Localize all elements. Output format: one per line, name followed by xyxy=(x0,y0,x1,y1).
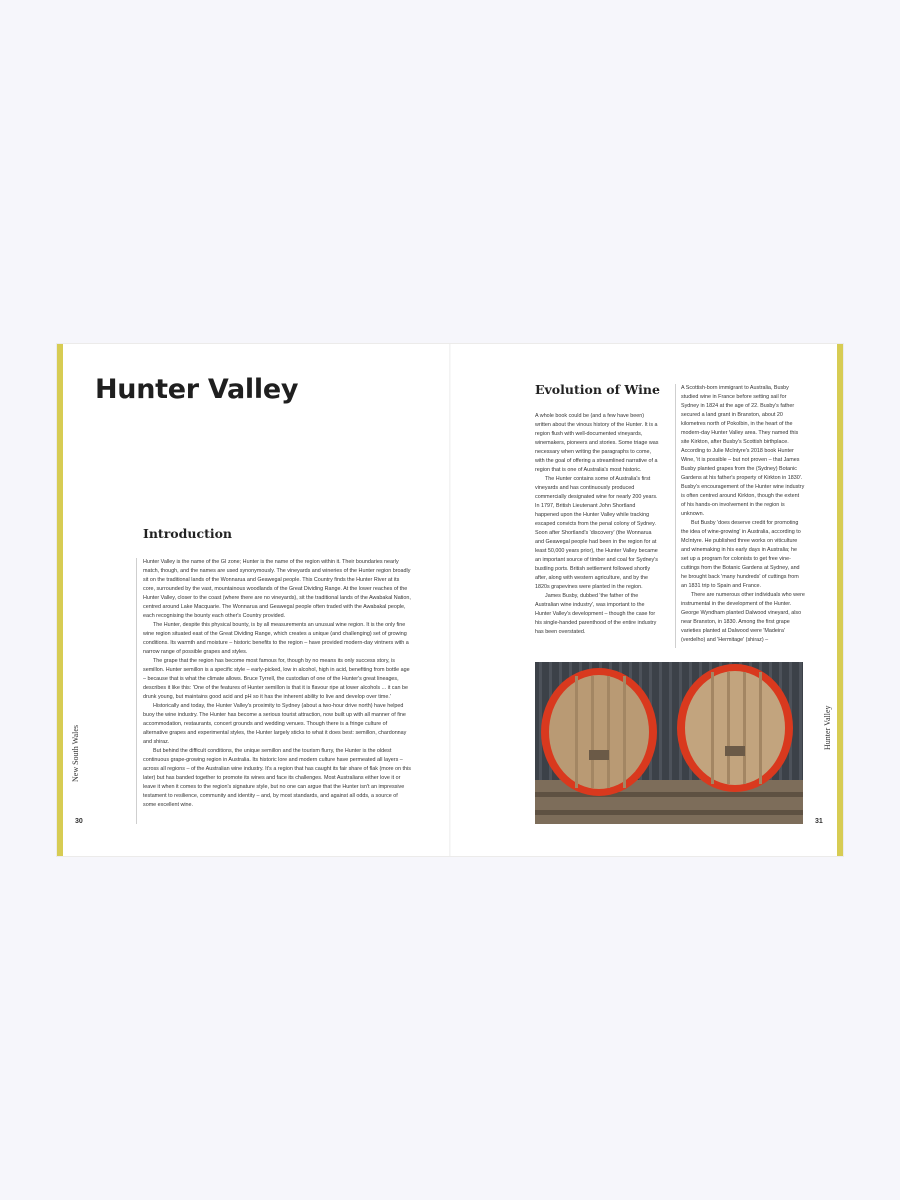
evolution-paragraph: A Scottish-born immigrant to Australia, Busby studied wine in France before setting sail for Sydney in 1824 at the age of 22. Busby's father secured a land grant in Branxton, about 20 kilometres north of Pokolbin, in the heart of the modern-day Hunter Valley area. They named this site Kirkton, after Busby's Scottish birthplace. According to Julie McIntyre's 2018 book Hunter Wine, 'it is possible – but not proven – that James Busby planted grapes from the (Sydney) Botanic Gardens at his father's property of Kirkton in 1830'. Busby's encouragement of the Hunter wine industry is often centred around Kirkton, though the extent of his hands-on involvement in the region is unknown. xyxy=(681,385,805,517)
introduction-paragraph: The grape that the region has become most famous for, though by no means its only success story, is semillon. Hunter semillon is a specific style – early-picked, low in alcohol, high in acid, benefiting from bottle age – because that is what the climate allows. Bruce Tyrrell, the custodian of one of the Hunter's great lineages, describes it like this: 'One of the features of Hunter semillon is that it is flavour ripe at lower alcohols ... it can be drunk young, but maintains good acid and pH so it has the inherent ability to live and develop over time.' xyxy=(143,658,410,700)
evolution-paragraph: But Busby 'does deserve credit for promoting the idea of wine-growing' in Australia, according to McIntyre. He published three works on viticulture and winemaking in his early days in Australia; he set up a program for colonists to get free vine-cuttings from the Botanic Gardens at Sydney, and he brought back 'many hundreds' of cuttings from an 1831 trip to Spain and France. xyxy=(681,520,801,589)
running-head-left: New South Wales xyxy=(71,725,80,782)
wine-barrels-photo xyxy=(535,662,803,824)
evolution-paragraph: James Busby, dubbed 'the father of the Australian wine industry', was important to the Hunter Valley's development – though the case for his single-handed parenthood of the entire industry has been overstated. xyxy=(535,593,657,635)
evolution-paragraph: There are numerous other individuals who were instrumental in the development of the Hunter. George Wyndham planted Dalwood vineyard, also near Branxton, in 1830. Among the first grape varieties planted at Dalwood were 'Madeira' (verdelho) and 'Hermitage' (shiraz) – xyxy=(681,592,805,643)
page-number-right: 31 xyxy=(815,818,823,825)
page-edge-left xyxy=(57,344,63,856)
introduction-body xyxy=(136,558,411,824)
page-edge-right xyxy=(837,344,843,856)
evolution-column-b xyxy=(675,384,805,648)
introduction-paragraph: Historically and today, the Hunter Valley's proximity to Sydney (about a two-hour drive north) have helped buoy the wine industry. The Hunter has become a serious tourist attraction, now built up with all manner of fine accommodation, restaurants, concert grounds and wedding venues. Though there is a fringe culture of alternative grapes and experimental styles, the Hunter largely sticks to what it does best: semillon, chardonnay and shiraz. xyxy=(143,703,407,745)
evolution-paragraph: The Hunter contains some of Australia's first vineyards and has continuously produced commercially designated wine for nearly 200 years. In 1797, British Lieutenant John Shortland happened upon the Hunter Valley while tracking escaped convicts from the penal colony of Sydney. Soon after Shortland's 'discovery' (the Wonnarua and Geawegal people had been in the region for at least 50,000 years prior), the Hunter Valley became an important source of timber and coal for Sydney's bustling ports. British settlement followed shortly after, along with western agriculture, and by the 1820s grapevines were planted in the region. xyxy=(535,476,658,590)
evolution-paragraph: A whole book could be (and a few have been) written about the vinous history of the Hunter. It is a region flush with well-documented vineyards, winemakers, pioneers and stories. Some triage was necessary when writing the paragraphs to come, with the goal of offering a streamlined narrative of a region that is one of Australia's most historic. xyxy=(535,413,659,473)
page-number-left: 30 xyxy=(75,818,83,825)
introduction-paragraph: Hunter Valley is the name of the GI zone; Hunter is the name of the region within it. Their boundaries nearly match, though, and the names are used synonymously. The vineyards and wineries of the Hunter region broadly sit on the traditional lands of the Wonnarua and Geawegal people. This Country finds the Hunter River at its core, surrounded by the vast, mountainous woodlands of the Great Dividing Range. At the lower reaches of the Hunter Valley, closer to the coast (where there are no vineyards), sit the traditional lands of the Awabakal Nation, centred around Lake Macquarie. The Wonnarua and Geawegal people often traded with the Awabakal people, each recognising the bounty each other's Country provided. xyxy=(143,559,411,619)
running-head-right: Hunter Valley xyxy=(823,705,832,750)
evolution-heading: Evolution of Wine xyxy=(535,382,660,397)
evolution-column-a xyxy=(535,412,659,648)
introduction-paragraph: The Hunter, despite this physical bounty, is by all measurements an unusual wine region. It is the only fine wine region situated east of the Great Dividing Range, which creates a unique (and challenging) set of growing conditions. Its warmth and moisture – historic benefits to the region – have provided modern-day vintners with a narrow range of possible grapes and styles. xyxy=(143,622,409,655)
introduction-paragraph: But behind the difficult conditions, the unique semillon and the tourism flurry, the Hunter is the oldest continuous grape-growing region in Australia. Its historic lore and modern culture have permeated all layers – across all regions – of the Australian wine industry. It's a region that has caught its fair share of flak (more on this later) but has banded together to promote its wines and face its challenges. Most Australians either love it or leave it when it comes to the region's signature style, but no one can argue that the Hunter isn't an impressive testament to resilience, community and identity – and, by most standards, and against all odds, a source of some excellent wine. xyxy=(143,748,411,808)
book-gutter xyxy=(449,344,451,856)
wine-barrels-image xyxy=(535,662,803,824)
book-spread xyxy=(57,344,843,856)
introduction-heading: Introduction xyxy=(143,526,233,541)
page-title: Hunter Valley xyxy=(95,374,299,405)
